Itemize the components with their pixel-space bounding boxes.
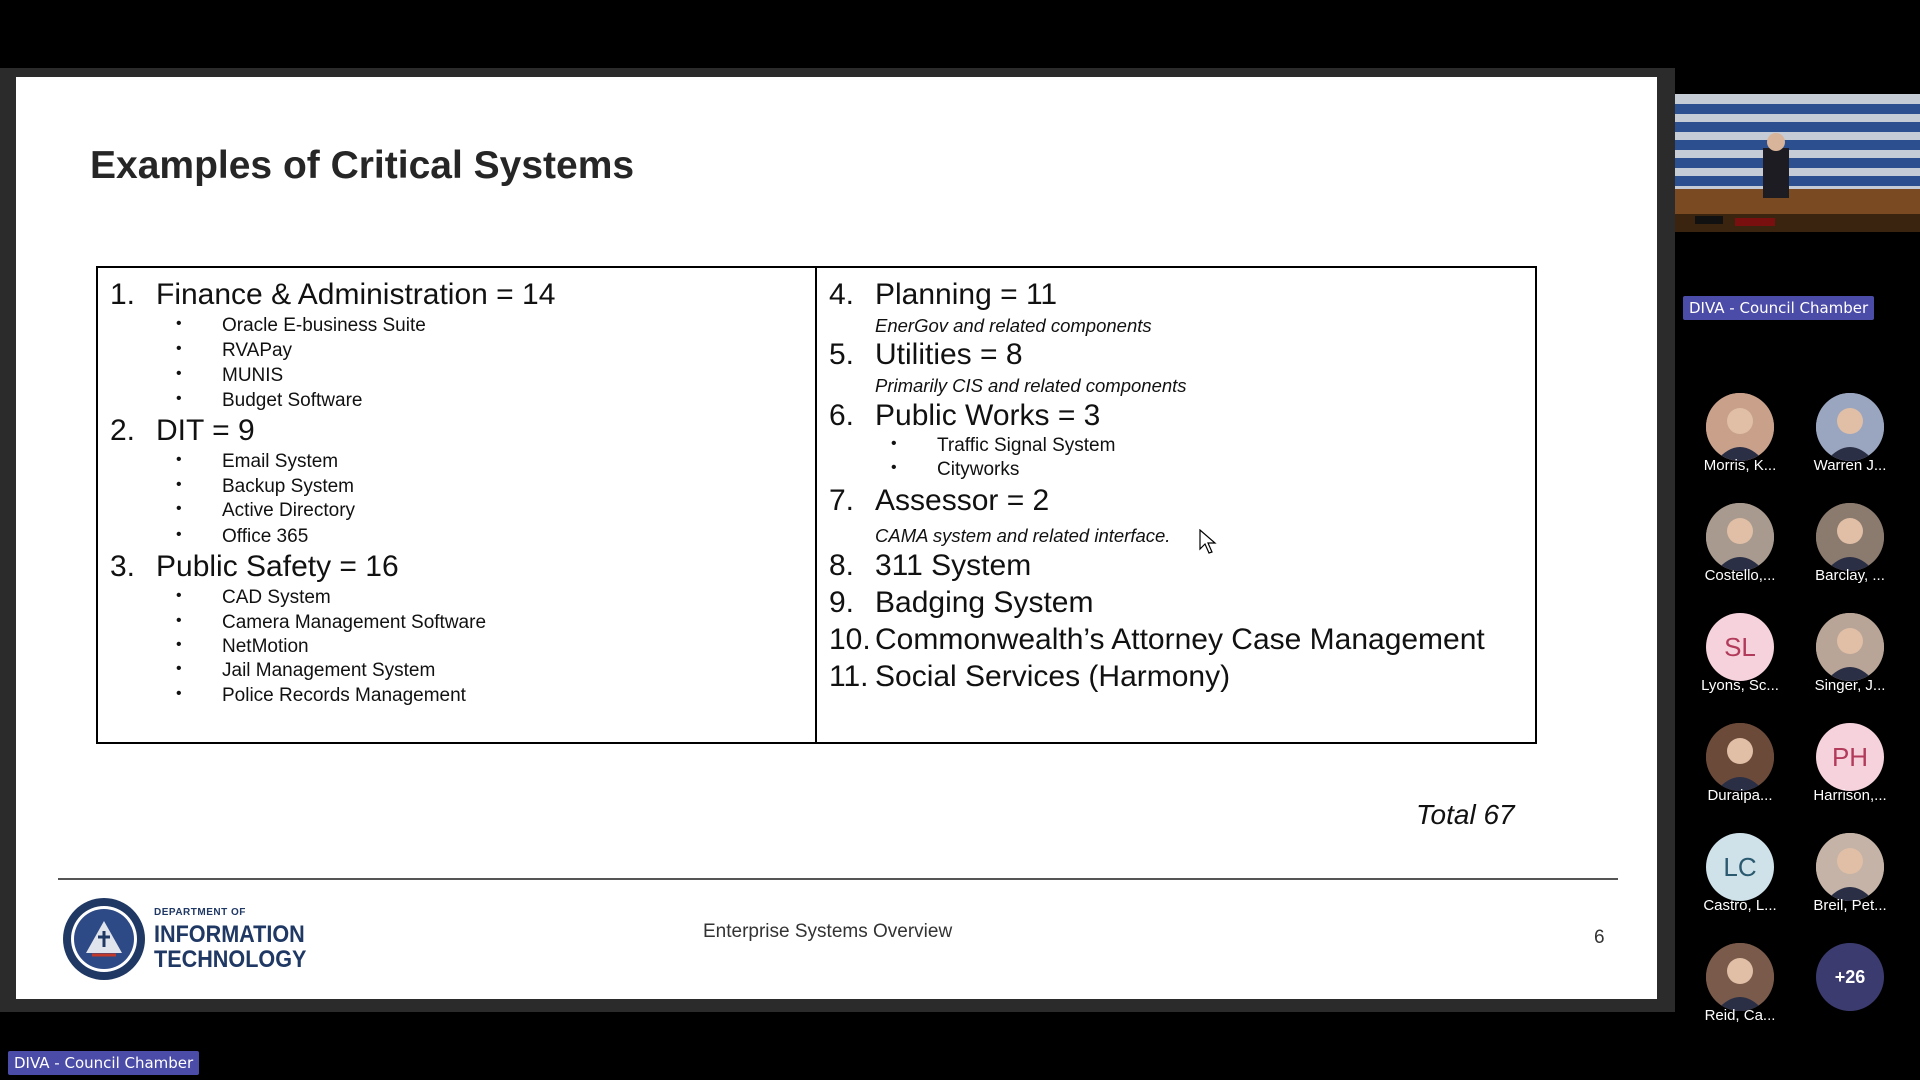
category-item <box>829 399 1100 433</box>
category-label: Public Safety = 16 <box>156 550 399 583</box>
system-item: • Office 365 <box>176 526 309 547</box>
category-description: EnerGov and related components <box>875 315 1152 336</box>
system-item: • Active Directory <box>176 500 356 521</box>
category-item <box>110 278 555 312</box>
system-item: • Cityworks <box>891 459 1020 480</box>
mouse-cursor-icon <box>1199 529 1217 555</box>
avatar <box>1816 503 1884 571</box>
category-number: 5. <box>829 338 855 371</box>
category-item <box>829 586 1093 620</box>
participant-name: Lyons, Sc... <box>1701 677 1779 694</box>
participant-tile[interactable] <box>1800 723 1900 813</box>
category-item <box>829 623 1485 657</box>
presentation-slide <box>16 77 1657 999</box>
more-participants-button[interactable] <box>1800 943 1900 1033</box>
category-number: 11. <box>829 660 869 693</box>
participant-tile[interactable] <box>1690 943 1790 1033</box>
participant-tile[interactable] <box>1690 833 1790 923</box>
participant-tile[interactable] <box>1800 393 1900 483</box>
logo-line-1: INFORMATION <box>154 921 305 948</box>
category-label: 311 System <box>875 549 1032 582</box>
participant-tile[interactable] <box>1690 503 1790 593</box>
avatar <box>1706 503 1774 571</box>
person-photo-icon <box>1706 393 1774 461</box>
person-photo-icon <box>1816 393 1884 461</box>
category-number: 10. <box>829 623 871 656</box>
system-item: • Police Records Management <box>176 685 466 706</box>
active-speaker-video[interactable] <box>1675 94 1920 232</box>
logo-line-2: TECHNOLOGY <box>154 946 307 973</box>
participant-tile[interactable] <box>1690 613 1790 703</box>
avatar <box>1816 393 1884 461</box>
participant-tile[interactable] <box>1690 393 1790 483</box>
category-number: 2. <box>110 414 136 447</box>
avatar <box>1706 393 1774 461</box>
person-photo-icon <box>1706 503 1774 571</box>
category-description: Primarily CIS and related components <box>875 375 1187 396</box>
category-label: Commonwealth’s Attorney Case Management <box>875 623 1485 656</box>
category-number: 9. <box>829 586 855 619</box>
avatar <box>1816 833 1884 901</box>
total-count: Total 67 <box>1416 799 1515 830</box>
category-label: DIT = 9 <box>156 414 255 447</box>
participant-name: Duraipa... <box>1707 787 1773 804</box>
system-item: • MUNIS <box>176 365 284 386</box>
avatar <box>1706 723 1774 791</box>
system-item: • Camera Management Software <box>176 612 487 633</box>
slide-page-number: 6 <box>1594 927 1605 948</box>
person-photo-icon <box>1816 833 1884 901</box>
category-description: CAMA system and related interface. <box>875 525 1171 546</box>
right-column <box>817 268 1535 742</box>
system-item: • NetMotion <box>176 636 309 657</box>
footer-title: Enterprise Systems Overview <box>703 921 953 942</box>
system-item: • Email System <box>176 451 339 472</box>
category-label: Planning = 11 <box>875 278 1058 311</box>
avatar <box>1816 613 1884 681</box>
participant-tile[interactable] <box>1800 833 1900 923</box>
category-item <box>829 484 1049 518</box>
dit-logo <box>62 897 322 985</box>
participant-name: Costello,... <box>1704 567 1776 584</box>
participant-name: Reid, Ca... <box>1704 1007 1776 1024</box>
left-column <box>98 268 817 742</box>
category-label: Utilities = 8 <box>875 338 1023 371</box>
slide-title: Examples of Critical Systems <box>90 144 635 187</box>
participant-name: Breil, Pet... <box>1813 897 1887 914</box>
category-label: Social Services (Harmony) <box>875 660 1231 693</box>
participant-tile[interactable] <box>1800 613 1900 703</box>
person-photo-icon <box>1816 503 1884 571</box>
participant-tile[interactable] <box>1800 503 1900 593</box>
system-item: • Backup System <box>176 476 354 497</box>
category-number: 6. <box>829 399 855 432</box>
room-name-chip: DIVA - Council Chamber <box>1683 296 1874 320</box>
person-photo-icon <box>1706 723 1774 791</box>
category-item <box>829 549 1031 583</box>
overflow-count: +26 <box>1816 943 1884 1011</box>
participant-name: Singer, J... <box>1814 677 1886 694</box>
logo-department-text: DEPARTMENT OF <box>154 907 246 918</box>
category-label: Finance & Administration = 14 <box>156 278 556 311</box>
participant-name: Barclay, ... <box>1815 567 1885 584</box>
system-item: • Oracle E-business Suite <box>176 315 426 336</box>
category-item <box>829 278 1057 312</box>
city-seal-icon <box>62 897 146 981</box>
system-item: • Traffic Signal System <box>891 435 1116 456</box>
category-item <box>829 338 1023 372</box>
category-number: 1. <box>110 278 136 311</box>
category-item <box>110 414 255 448</box>
category-label: Assessor = 2 <box>875 484 1050 517</box>
category-label: Public Works = 3 <box>875 399 1101 432</box>
category-label: Badging System <box>875 586 1094 619</box>
participant-tile[interactable] <box>1690 723 1790 813</box>
person-photo-icon <box>1816 613 1884 681</box>
avatar: LC <box>1706 833 1774 901</box>
category-item <box>829 660 1230 694</box>
footer-divider <box>58 878 1618 880</box>
category-item <box>110 550 399 584</box>
category-number: 4. <box>829 278 855 311</box>
participant-name: Castro, L... <box>1703 897 1777 914</box>
system-item: • Jail Management System <box>176 660 436 681</box>
person-photo-icon <box>1706 943 1774 1011</box>
system-item: • CAD System <box>176 587 331 608</box>
category-number: 7. <box>829 484 855 517</box>
participant-name: Warren J... <box>1813 457 1887 474</box>
council-chamber-video-icon <box>1675 94 1920 232</box>
avatar: SL <box>1706 613 1774 681</box>
participant-name: Morris, K... <box>1703 457 1777 474</box>
participant-name: Harrison,... <box>1813 787 1887 804</box>
system-item: • RVAPay <box>176 340 293 361</box>
systems-table <box>96 266 1537 744</box>
category-number: 8. <box>829 549 855 582</box>
system-item: • Budget Software <box>176 390 363 411</box>
avatar <box>1706 943 1774 1011</box>
category-number: 3. <box>110 550 136 583</box>
avatar: PH <box>1816 723 1884 791</box>
room-name-chip-bottom: DIVA - Council Chamber <box>8 1051 199 1075</box>
